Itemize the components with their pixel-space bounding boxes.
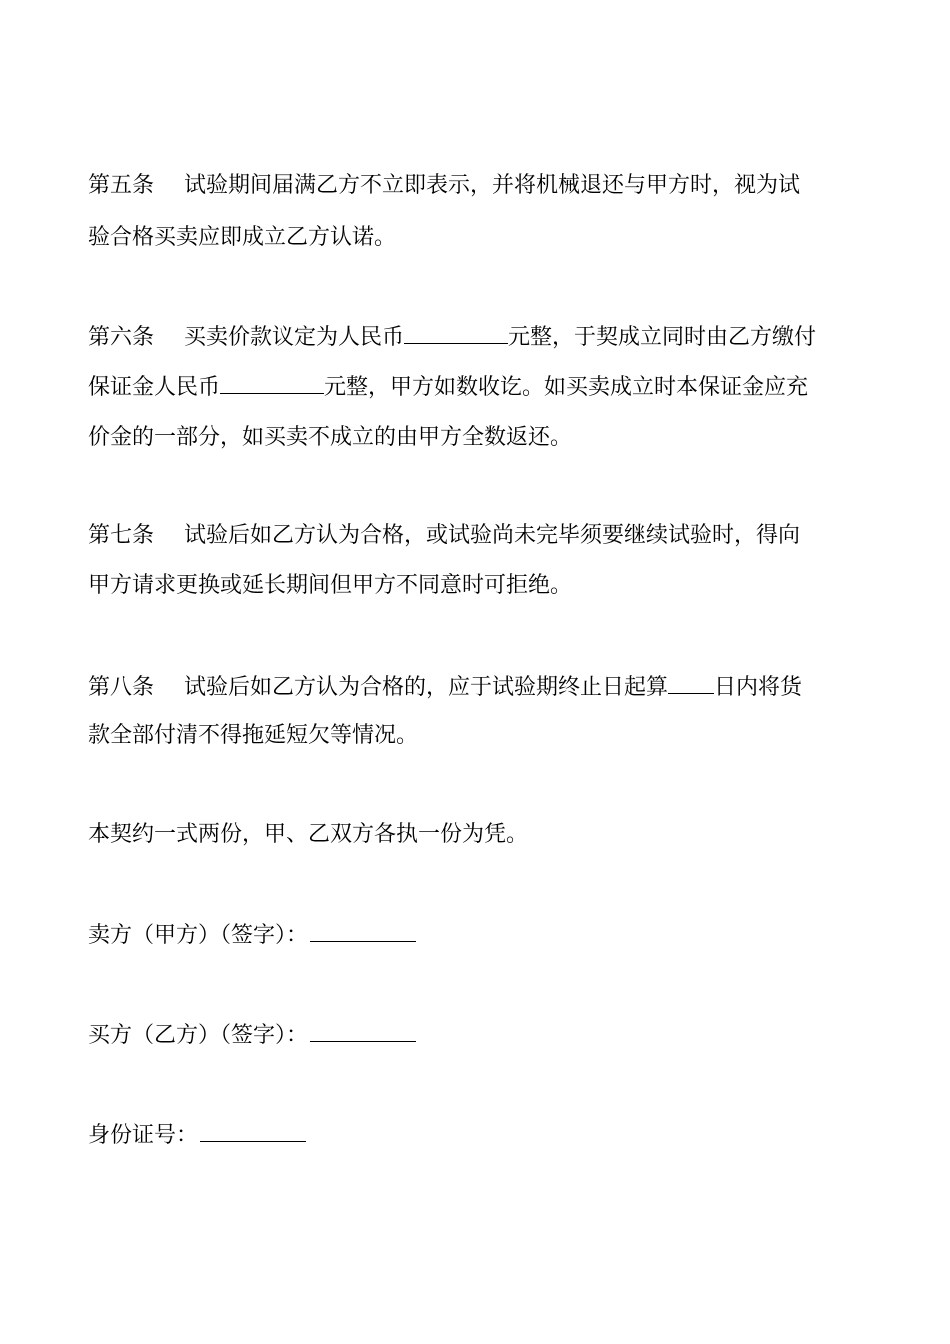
- id-number-blank[interactable]: [200, 1119, 306, 1142]
- id-number-label: 身份证号：: [88, 1123, 199, 1148]
- article8-text1b: 日内将货: [714, 675, 803, 700]
- buyer-signature-blank[interactable]: [310, 1019, 416, 1042]
- article8-line1: [88, 671, 868, 703]
- days-blank[interactable]: [668, 671, 714, 694]
- article5-number: 第五条: [88, 173, 155, 198]
- article5-text1: 试验期间届满乙方不立即表示，并将机械退还与甲方时，视为试: [184, 173, 801, 198]
- article7-line1: [88, 521, 868, 551]
- seller-sign-label: 卖方（甲方）（签字）：: [88, 923, 309, 948]
- article6-line1: [88, 321, 868, 353]
- article8-line2: [88, 721, 868, 751]
- copies-text: 本契约一式两份，甲、乙双方各执一份为凭。: [88, 822, 529, 847]
- id-number-line: [88, 1119, 868, 1151]
- article6-text2a: 保证金人民币: [88, 375, 221, 400]
- seller-signature-blank[interactable]: [310, 919, 416, 942]
- article7-text2: 甲方请求更换或延长期间但甲方不同意时可拒绝。: [88, 573, 573, 598]
- article8-text1a: 试验后如乙方认为合格的，应于试验期终止日起算: [184, 675, 669, 700]
- buyer-signature-line: [88, 1019, 868, 1051]
- article6-text2b: 元整，甲方如数收讫。如买卖成立时本保证金应充: [324, 375, 809, 400]
- article8-number: 第八条: [88, 675, 155, 700]
- article6-line3: [88, 423, 868, 453]
- article6-line2: [88, 371, 868, 403]
- article6-number: 第六条: [88, 325, 155, 350]
- seller-signature-line: [88, 919, 868, 951]
- copies-clause: [88, 820, 868, 850]
- article6-text1a: 买卖价款议定为人民币: [184, 325, 405, 350]
- article6-text3: 价金的一部分，如买卖不成立的由甲方全数返还。: [88, 425, 573, 450]
- price-blank[interactable]: [404, 321, 508, 344]
- article5-text2: 验合格买卖应即成立乙方认诺。: [88, 225, 397, 250]
- article7-number: 第七条: [88, 523, 155, 548]
- article5-line1: [88, 171, 868, 201]
- article8-text2: 款全部付清不得拖延短欠等情况。: [88, 723, 419, 748]
- deposit-blank[interactable]: [220, 371, 324, 394]
- article7-text1: 试验后如乙方认为合格，或试验尚未完毕须要继续试验时，得向: [184, 523, 801, 548]
- buyer-sign-label: 买方（乙方）（签字）：: [88, 1023, 309, 1048]
- article6-text1b: 元整，于契成立同时由乙方缴付: [508, 325, 817, 350]
- article7-line2: [88, 571, 868, 601]
- article5-line2: [88, 223, 868, 253]
